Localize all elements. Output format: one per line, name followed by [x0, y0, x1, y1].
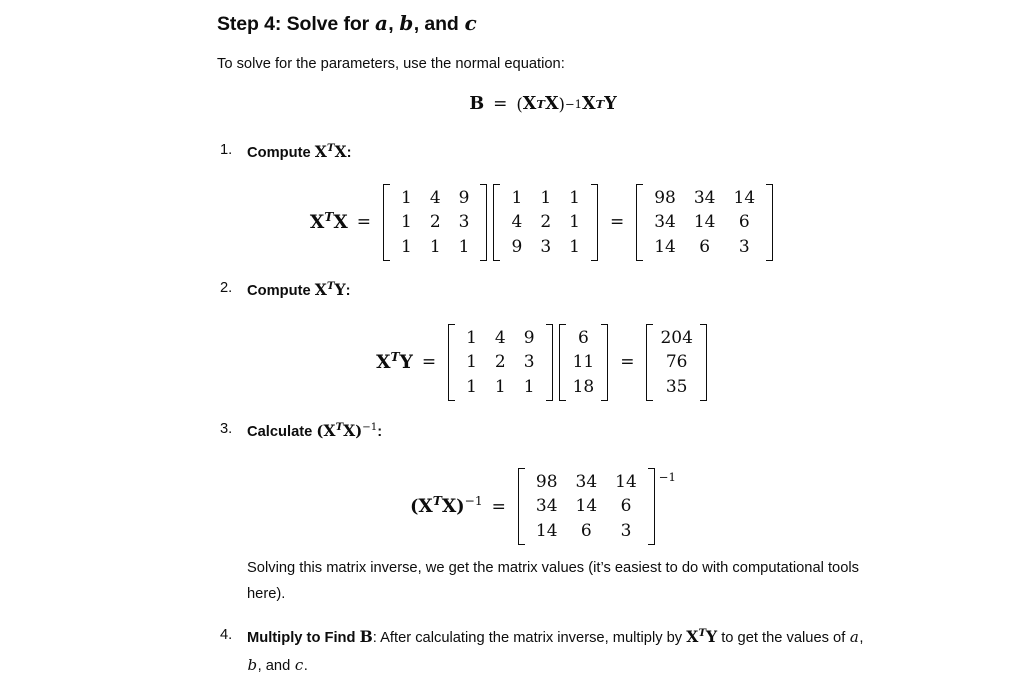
- xtx-matrix-2: [493, 184, 597, 261]
- inv-r2c1: 6: [580, 520, 592, 541]
- list-item-4-var-b: b: [247, 656, 258, 675]
- steps-list: [217, 138, 869, 680]
- list-item-2-text: Compute: [247, 283, 315, 300]
- xtx-matrix-2-table: [502, 186, 588, 259]
- table-row: [502, 235, 588, 259]
- list-item-1-label: [247, 142, 352, 162]
- math-var-b: b: [399, 11, 414, 35]
- inverse-note-paragraph: Solving this matrix inverse, we get the matrix values (it’s easiest to do with computational tools here).: [247, 560, 859, 603]
- page-title: [217, 0, 869, 37]
- list-item-1-x2: X: [334, 142, 347, 162]
- list-item-4-text-b: to get the values of: [717, 630, 850, 647]
- normal-equation-x3: X: [582, 94, 596, 115]
- table-row: [527, 494, 646, 518]
- xty-lhs-transpose: T: [390, 349, 400, 365]
- xtx-m1-r1c1: 2: [429, 212, 441, 233]
- list-item-1-colon: :: [346, 145, 352, 162]
- inverse-matrix-wrap: [515, 468, 676, 545]
- xtx-lhs-transpose: T: [324, 209, 334, 225]
- list-item-multiply-find-b: [217, 623, 869, 679]
- list-item-4-period: .: [303, 658, 308, 675]
- list-item-4-bold-label: [247, 627, 373, 647]
- inverse-equals: =: [491, 496, 506, 517]
- list-item-3-x1: X: [323, 421, 336, 441]
- xty-equals-2: =: [620, 352, 635, 373]
- list-item-calculate-inverse: [217, 417, 869, 446]
- list-item-1-transpose: T: [326, 142, 335, 155]
- xtx-lhs-x2: X: [333, 211, 348, 233]
- xtx-m2-r0c2: 1: [569, 187, 580, 208]
- list-item-3-text: Calculate: [247, 424, 317, 441]
- page-title-sep2: , and: [413, 13, 465, 35]
- xty-m1-r2c2: 1: [523, 376, 535, 397]
- normal-equation-display: [217, 78, 869, 116]
- table-row: [457, 350, 543, 374]
- xtx-result-table: [645, 186, 764, 259]
- list-item-4-y: Y: [705, 627, 718, 647]
- list-item-4-transpose: T: [698, 627, 706, 640]
- xty-m1-r1c2: 3: [523, 352, 535, 373]
- list-item-4-content: [247, 627, 864, 675]
- normal-equation-close-paren: ): [558, 94, 565, 114]
- xtx-matrix-1-table: [392, 186, 478, 259]
- list-marker-3: 3.: [220, 421, 233, 438]
- list-item-2-y: Y: [334, 280, 346, 300]
- xty-lhs: [376, 349, 413, 373]
- list-item-4-b-symbol: B: [359, 627, 373, 647]
- normal-equation-x1: X: [522, 94, 537, 115]
- list-marker-2: 2.: [220, 280, 233, 297]
- xty-result-table: [655, 326, 697, 399]
- list-item-3-inverse-exponent: −1: [362, 421, 378, 434]
- page-title-sep1: ,: [388, 13, 399, 35]
- list-item-2-colon: :: [345, 283, 351, 300]
- math-var-a: a: [375, 11, 388, 35]
- table-row: [645, 235, 764, 259]
- xtx-m1-r2c0: 1: [401, 236, 412, 257]
- xtx-lhs-x1: X: [309, 211, 325, 233]
- table-row: [457, 375, 543, 399]
- table-row: [502, 186, 588, 210]
- inv-r1c0: 34: [535, 496, 558, 517]
- list-item-1-text: Compute: [247, 145, 315, 162]
- table-row: [502, 210, 588, 234]
- table-row: [568, 375, 600, 399]
- inv-r0c0: 98: [535, 471, 558, 492]
- xtx-m2-r1c0: 4: [511, 212, 523, 233]
- table-row: [392, 210, 478, 234]
- list-item-4-sep2: , and: [257, 658, 295, 675]
- table-row: [645, 186, 764, 210]
- inv-r1c2: 6: [620, 496, 632, 517]
- xty-m1-r2c1: 1: [494, 376, 506, 397]
- table-row: [568, 350, 600, 374]
- list-item-1-x1: X: [314, 142, 327, 162]
- list-item-compute-xtx: [217, 138, 869, 167]
- table-row: [655, 326, 697, 350]
- inverse-lhs-close-paren: ): [456, 497, 465, 517]
- inverse-equation-row: [410, 468, 676, 545]
- xty-m1-r1c1: 2: [494, 352, 506, 373]
- inverse-matrix-table: [527, 470, 646, 543]
- inverse-lhs-open-paren: (: [410, 497, 419, 517]
- inv-r1c1: 14: [575, 496, 598, 517]
- inv-r2c2: 3: [620, 520, 632, 541]
- normal-equation-lhs: B: [469, 94, 485, 115]
- xty-res-r0: 204: [660, 327, 693, 348]
- table-row: [527, 519, 646, 543]
- normal-equation-y: Y: [604, 94, 617, 115]
- xtx-m1-r1c2: 3: [458, 212, 470, 233]
- document-content: [217, 0, 869, 680]
- inverse-equation-display: [217, 446, 869, 549]
- table-row: [457, 326, 543, 350]
- xtx-res-r2c2: 3: [738, 236, 750, 257]
- list-item-3-label: [247, 421, 383, 441]
- xty-result-vector: [646, 324, 706, 401]
- xty-vector-table: [568, 326, 600, 399]
- xtx-m2-r0c1: 1: [540, 187, 552, 208]
- xty-res-r2: 35: [665, 376, 688, 397]
- xtx-equals-1: =: [356, 212, 371, 233]
- table-row: [655, 350, 697, 374]
- xty-v-r2: 18: [572, 376, 595, 397]
- list-item-3-colon: :: [377, 424, 383, 441]
- normal-equation-x2: X: [544, 94, 559, 115]
- table-row: [568, 326, 600, 350]
- list-item-4-var-c: c: [294, 656, 304, 675]
- inverse-lhs-x1: X: [418, 496, 433, 517]
- xtx-m1-r0c1: 4: [429, 187, 441, 208]
- xty-vector: [559, 324, 609, 401]
- normal-equation-row: B = ( X T X ) −1 X T Y: [469, 94, 617, 115]
- xtx-result-matrix: [636, 184, 773, 261]
- xty-equation-row: [376, 324, 710, 401]
- table-row: [645, 210, 764, 234]
- xty-v-r1: 11: [572, 352, 595, 373]
- xty-m1-r1c0: 1: [466, 352, 477, 373]
- xtx-m2-r2c0: 9: [511, 236, 523, 257]
- xtx-m2-r2c1: 3: [540, 236, 552, 257]
- xtx-res-r0c1: 34: [693, 187, 716, 208]
- xty-lhs-x: X: [376, 351, 391, 373]
- xtx-matrix-1: [383, 184, 487, 261]
- xty-matrix-1-table: [457, 326, 543, 399]
- xtx-m1-r0c2: 9: [458, 187, 470, 208]
- xtx-m1-r2c2: 1: [458, 236, 470, 257]
- page-title-prefix: Step 4: Solve for: [217, 13, 375, 35]
- table-row: [655, 375, 697, 399]
- inverse-lhs-exponent: −1: [464, 494, 483, 509]
- normal-equation-open-paren: (: [516, 94, 523, 114]
- xtx-res-r1c1: 14: [693, 212, 716, 233]
- list-item-2-transpose: T: [326, 280, 335, 293]
- xtx-res-r1c0: 34: [654, 212, 676, 233]
- inverse-matrix-exponent: −1: [658, 469, 676, 484]
- xty-m1-r0c0: 1: [466, 327, 477, 348]
- list-item-4-x: X: [686, 627, 699, 647]
- list-item-3-close-paren: ): [355, 423, 363, 441]
- list-item-3-transpose: T: [335, 421, 344, 434]
- xty-equation-display: [217, 305, 869, 404]
- inv-r0c2: 14: [615, 471, 637, 492]
- xtx-equation-display: [217, 167, 869, 264]
- inv-r2c0: 14: [535, 520, 558, 541]
- table-row: [527, 470, 646, 494]
- list-marker-1: 1.: [220, 142, 233, 159]
- xtx-res-r2c1: 6: [699, 236, 711, 257]
- xtx-m1-r2c1: 1: [429, 236, 441, 257]
- list-marker-4: 4.: [220, 627, 233, 644]
- xty-lhs-y: Y: [399, 351, 413, 373]
- inv-r0c1: 34: [575, 471, 598, 492]
- xty-m1-r2c0: 1: [466, 376, 477, 397]
- xty-v-r0: 6: [577, 327, 589, 348]
- xtx-m2-r0c0: 1: [511, 187, 523, 208]
- list-item-4-text-a: : After calculating the matrix inverse, multiply by: [372, 630, 687, 647]
- xtx-m1-r0c0: 1: [401, 187, 412, 208]
- list-item-3-x2: X: [343, 421, 356, 441]
- xtx-m2-r1c2: 1: [569, 212, 580, 233]
- list-item-4-bold-text: Multiply to Find: [247, 630, 360, 647]
- xty-m1-r0c1: 4: [494, 327, 506, 348]
- xtx-res-r0c2: 14: [733, 187, 756, 208]
- xty-equals-1: =: [421, 352, 437, 373]
- list-item-3-open-paren: (: [316, 423, 324, 441]
- table-row: [392, 235, 478, 259]
- xty-res-r1: 76: [665, 352, 688, 373]
- inverse-lhs-x2: X: [441, 496, 457, 517]
- xty-m1-r0c2: 9: [523, 327, 535, 348]
- xtx-lhs: [309, 209, 348, 233]
- table-row: [392, 186, 478, 210]
- xtx-res-r0c0: 98: [654, 187, 676, 208]
- math-var-c: c: [464, 11, 477, 35]
- xty-matrix-1: [448, 324, 552, 401]
- normal-equation-equals: =: [493, 94, 508, 115]
- list-item-4-var-a: a: [849, 628, 859, 647]
- inverse-lhs: [410, 493, 483, 517]
- xtx-equals-2: =: [609, 212, 625, 233]
- intro-paragraph: To solve for the parameters, use the normal equation:: [217, 56, 565, 73]
- inverse-matrix: [518, 468, 655, 545]
- inverse-lhs-transpose: T: [432, 493, 442, 509]
- list-item-2-x: X: [314, 280, 327, 300]
- list-item-2-label: [247, 280, 351, 300]
- xtx-m2-r2c2: 1: [569, 236, 580, 257]
- xtx-res-r2c0: 14: [654, 236, 676, 257]
- xtx-m2-r1c1: 2: [540, 212, 552, 233]
- list-item-4-sep1: ,: [859, 630, 864, 647]
- list-item-compute-xty: [217, 276, 869, 305]
- xtx-m1-r1c0: 1: [401, 212, 412, 233]
- xtx-res-r1c2: 6: [738, 212, 750, 233]
- xtx-equation-row: [310, 184, 776, 261]
